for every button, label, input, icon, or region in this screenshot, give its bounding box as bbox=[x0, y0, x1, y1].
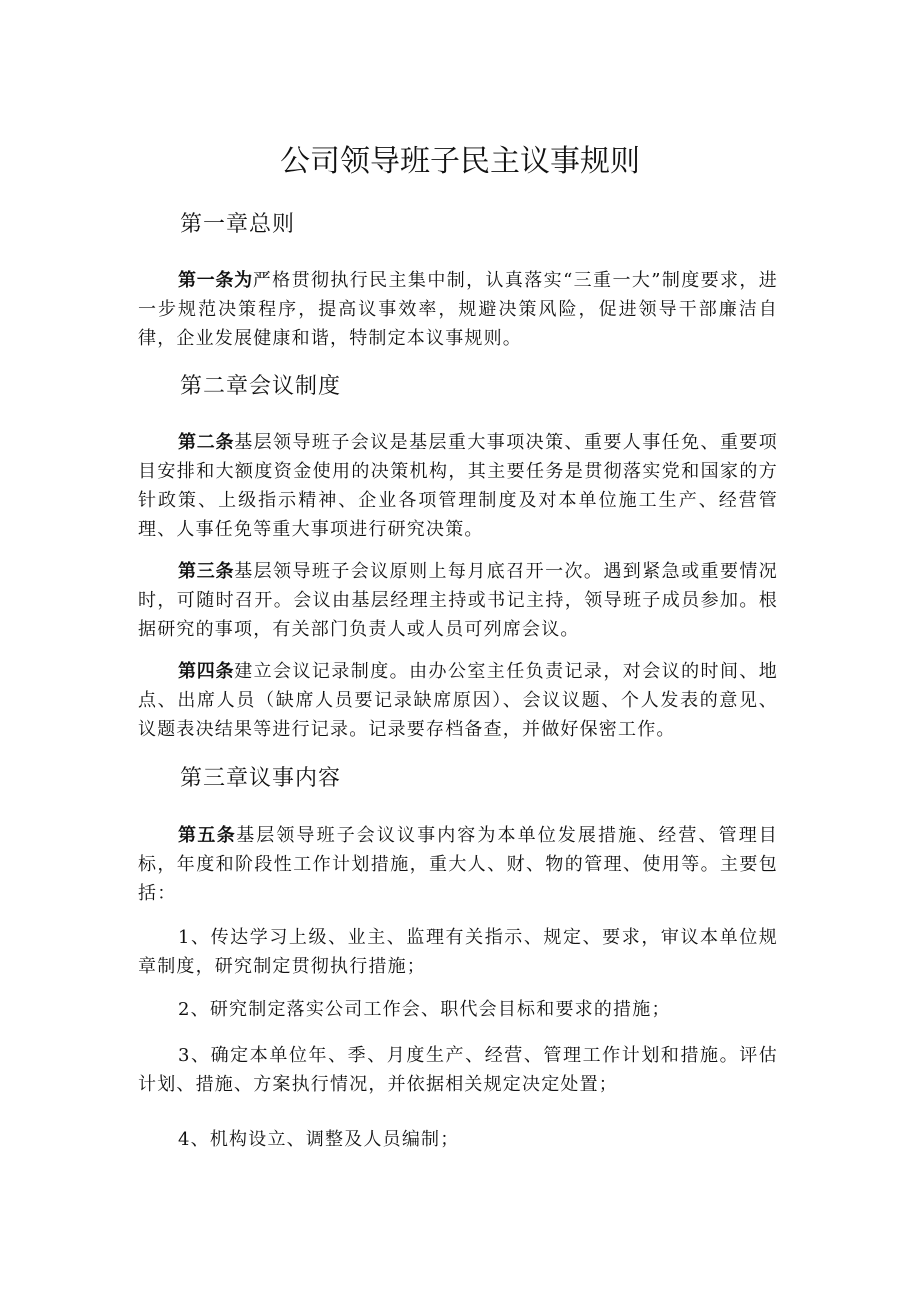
article-2 bbox=[138, 428, 778, 544]
article-2-text: 基层领导班子会议是基层重大事项决策、重要人事任免、重要项目安排和大额度资金使用的决策机构，其主要任务是贯彻落实党和国家的方针政策、上级指示精神、企业各项管理制度及对本单位施工生产、经营管理、人事任免等重大事项进行研究决策。 bbox=[138, 432, 779, 540]
article-5 bbox=[138, 821, 778, 908]
article-3 bbox=[138, 557, 778, 644]
article-5-text: 基层领导班子会议议事内容为本单位发展措施、经营、管理目标，年度和阶段性工作计划措施，重大人、财、物的管理、使用等。主要包括： bbox=[138, 825, 778, 904]
article-3-text: 基层领导班子会议原则上每月底召开一次。遇到紧急或重要情况时，可随时召开。会议由基层经理主持或书记主持，领导班子成员参加。根据研究的事项，有关部门负责人或人员可列席会议。 bbox=[138, 561, 779, 640]
list-item: 4、机构设立、调整及人员编制； bbox=[178, 1129, 460, 1150]
document-title: 公司领导班子民主议事规则 bbox=[280, 144, 640, 179]
article-1-label: 第一条为 bbox=[178, 270, 253, 291]
article-4-label: 第四条 bbox=[178, 661, 235, 682]
article-3-label: 第三条 bbox=[178, 561, 235, 582]
chapter-2-heading: 第二章会议制度 bbox=[180, 374, 342, 399]
article-4-text: 建立会议记录制度。由办公室主任负责记录，对会议的时间、地点、出席人员（缺席人员要记录缺席原因）、会议议题、个人发表的意见、议题表决结果等进行记录。记录要存档备查，并做好保密工作。 bbox=[138, 661, 779, 740]
list-item: 1、传达学习上级、业主、监理有关指示、规定、要求，审议本单位规章制度，研究制定贯彻执行措施； bbox=[138, 927, 778, 977]
article-5-label: 第五条 bbox=[178, 825, 237, 846]
article-4 bbox=[138, 657, 778, 744]
article-1 bbox=[138, 266, 778, 353]
article-1-text: 严格贯彻执行民主集中制，认真落实“三重一大”制度要求，进一步规范决策程序，提高议事效率，规避决策风险，促进领导干部廉洁自律，企业发展健康和谐，特制定本议事规则。 bbox=[138, 270, 778, 349]
article-2-label: 第二条 bbox=[178, 432, 235, 453]
list-item: 3、确定本单位年、季、月度生产、经营、管理工作计划和措施。评估计划、措施、方案执行情况，并依据相关规定决定处置； bbox=[138, 1045, 778, 1095]
chapter-3-heading: 第三章议事内容 bbox=[180, 766, 342, 791]
list-item: 2、研究制定落实公司工作会、职代会目标和要求的措施； bbox=[178, 999, 671, 1020]
chapter-1-heading: 第一章总则 bbox=[180, 212, 296, 237]
